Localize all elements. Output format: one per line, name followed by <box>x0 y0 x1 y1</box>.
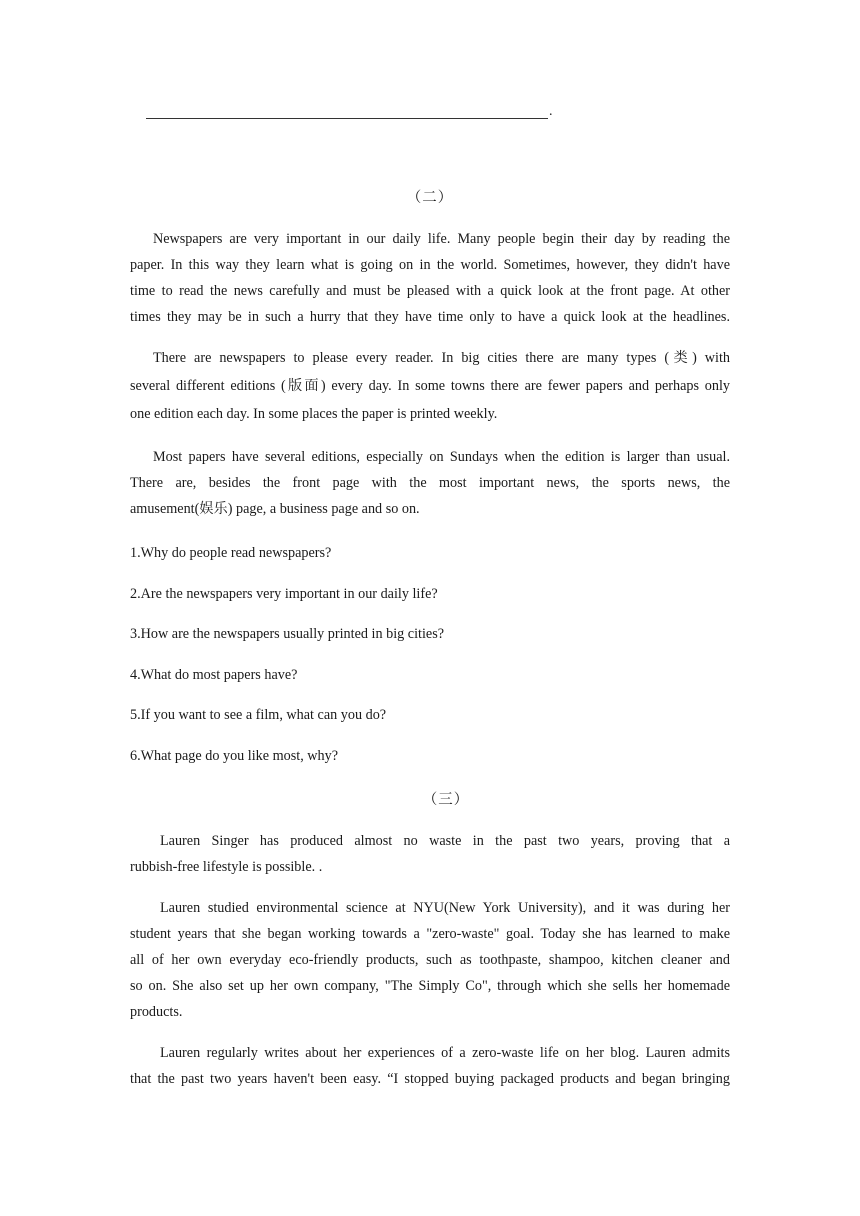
section-2-heading: （二） <box>406 190 454 206</box>
text-line: student years that she began working towards a "zero-waste" goal. Today she has learned to make <box>130 926 730 942</box>
question-5: 5.If you want to see a film, what can you do? <box>130 707 387 723</box>
question-1: 1.Why do people read newspapers? <box>130 545 332 561</box>
text-line: several different editions (版面) every day. In some towns there are fewer papers and perhaps only <box>130 378 730 394</box>
text-line: that the past two years haven't been easy. “I stopped buying packaged products and began bringing <box>130 1071 730 1087</box>
question-6: 6.What page do you like most, why? <box>130 748 339 764</box>
text-line: Newspapers are very important in our daily life. Many people begin their day by reading the <box>153 231 730 247</box>
text-line: all of her own everyday eco-friendly products, such as toothpaste, shampoo, kitchen cleaner and <box>130 952 730 968</box>
text-line: times they may be in such a hurry that they have time only to have a quick look at the headlines. <box>130 309 730 325</box>
section-3-paragraph-3 <box>130 1040 730 1092</box>
section-3-paragraph-2 <box>130 895 730 1025</box>
text-line: There are newspapers to please every reader. In big cities there are many types (类) with <box>153 350 730 366</box>
section-3-paragraph-1 <box>130 828 730 880</box>
question-3: 3.How are the newspapers usually printed in big cities? <box>130 626 445 642</box>
section-3-heading: （三） <box>422 792 470 808</box>
section-2-paragraph-1 <box>130 226 730 330</box>
text-line: amusement(娱乐) page, a business page and so on. <box>130 501 420 517</box>
text-line: There are, besides the front page with the most important news, the sports news, the <box>130 475 730 491</box>
text-line: Lauren studied environmental science at NYU(New York University), and it was during her <box>160 900 730 916</box>
text-line: Lauren regularly writes about her experiences of a zero-waste life on her blog. Lauren admits <box>160 1045 730 1061</box>
answer-blank-line <box>146 104 548 119</box>
text-line: one edition each day. In some places the paper is printed weekly. <box>130 406 498 422</box>
text-line: paper. In this way they learn what is going on in the world. Sometimes, however, they didn't have <box>130 257 730 273</box>
text-line: so on. She also set up her own company, "The Simply Co", through which she sells her homemade <box>130 978 730 994</box>
text-line: products. <box>130 1004 183 1020</box>
answer-blank-period: . <box>549 104 553 119</box>
section-2-paragraph-3 <box>130 444 730 522</box>
text-line: rubbish-free lifestyle is possible. . <box>130 859 323 875</box>
section-2-paragraph-2 <box>130 345 730 427</box>
text-line: time to read the news carefully and must be pleased with a quick look at the front page. At other <box>130 283 730 299</box>
text-line: Most papers have several editions, especially on Sundays when the edition is larger than usual. <box>153 449 730 465</box>
question-2: 2.Are the newspapers very important in our daily life? <box>130 586 438 602</box>
text-line: Lauren Singer has produced almost no waste in the past two years, proving that a <box>160 833 730 849</box>
question-4: 4.What do most papers have? <box>130 667 298 683</box>
